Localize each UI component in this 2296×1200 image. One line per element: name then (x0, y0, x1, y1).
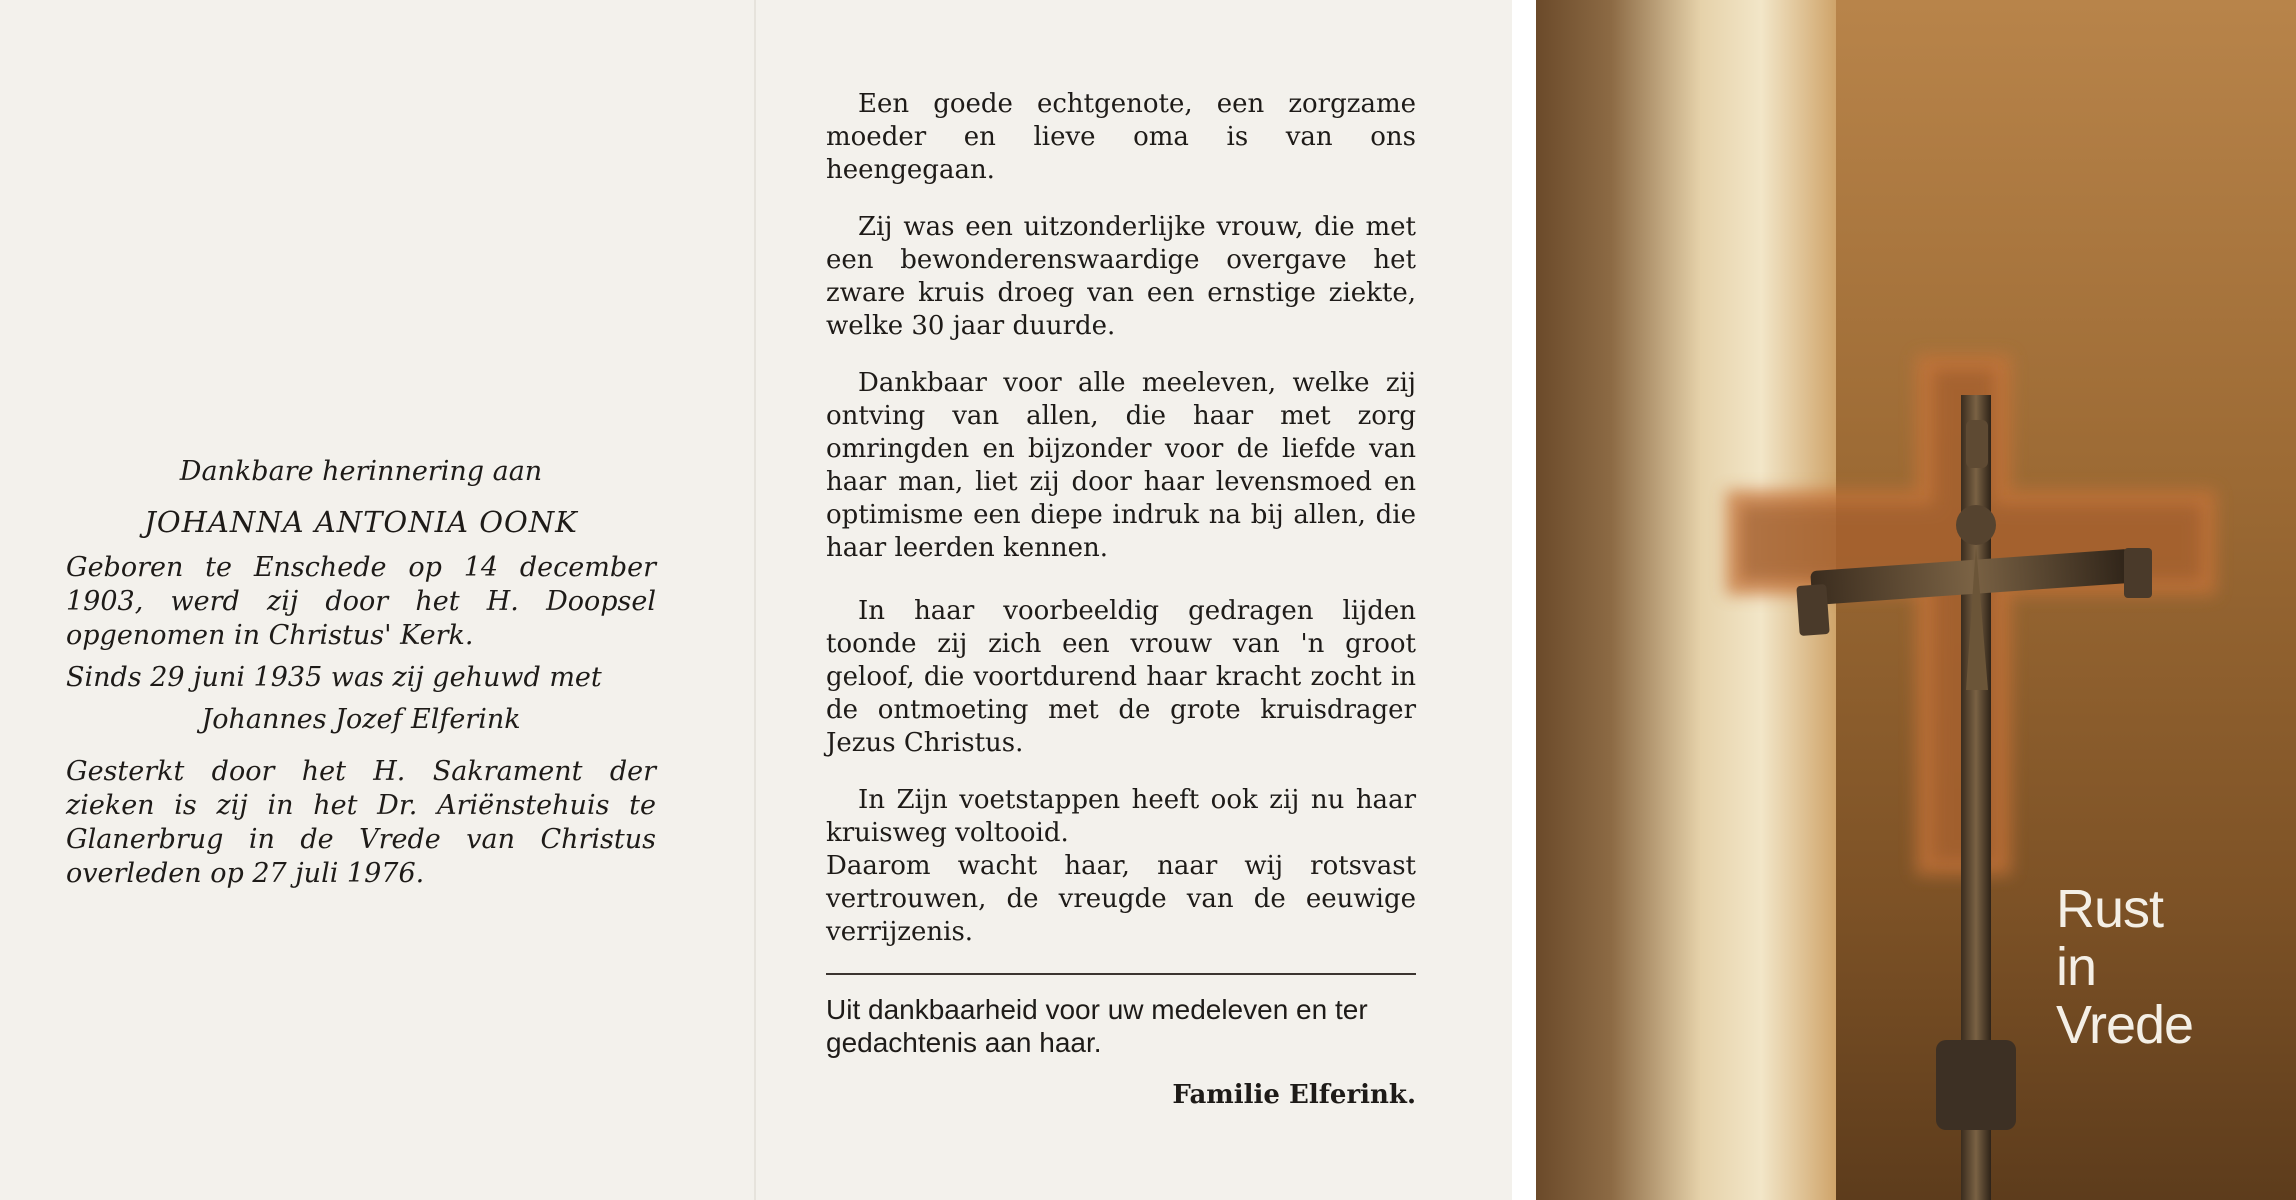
memorial-heading: Dankbare herinnering aan (179, 456, 543, 487)
card-fold (754, 0, 756, 1200)
photo-title (2056, 880, 2193, 1054)
paragraph-3: Dankbaar voor alle meeleven, welke zij ontving van allen, die haar met zorg omringden en bijzonder voor de liefde van haar man, liet zij door haar levensmoed en optimisme een diepe indruk na bij allen, die haar leerden kennen. (826, 368, 1416, 563)
paragraph-2: Zij was een uitzonderlijke vrouw, die met een bewonderenswaardige overgave het zware kruis droeg van een ernstige ziekte, welke 30 jaar duurde. (826, 212, 1416, 341)
paragraph-1: Een goede echtgenote, een zorgzame moeder en lieve oma is van ons heengegaan. (826, 89, 1416, 185)
divider (826, 973, 1416, 975)
paragraph-4: In haar voorbeeldig gedragen lijden toonde zij zich een vrouw van 'n groot geloof, die voortdurend haar kracht zocht in de ontmoeting met de grote kruisdrager Jezus Christus. (826, 596, 1416, 758)
paragraph-5b: Daarom wacht haar, naar wij rotsvast vertrouwen, de vreugde van de eeuwige verrijzenis. (826, 851, 1416, 947)
deceased-name: JOHANNA ANTONIA OONK (144, 505, 578, 539)
spouse-name: Johannes Jozef Elferink (201, 704, 521, 735)
marriage-text: Sinds 29 juni 1935 was zij gehuwd met (66, 662, 602, 693)
title-line-3: Vrede (2056, 995, 2194, 1055)
thanks-text: Uit dankbaarheid voor uw medeleven en ter gedachtenis aan haar. (826, 994, 1368, 1058)
paragraph-5a: In Zijn voetstappen heeft ook zij nu haar kruisweg voltooid. (826, 785, 1416, 848)
cover-photo (1536, 0, 2296, 1200)
right-panel (826, 88, 1416, 1112)
title-line-2: in (2056, 937, 2097, 997)
family-signature: Familie Elferink. (1172, 1080, 1416, 1110)
death-text: Gesterkt door het H. Sakrament der zieken is zij in het Dr. Ariënstehuis te Glanerbrug in de Vrede van Christus overleden op 27 juli 1976. (66, 756, 656, 889)
left-panel (66, 455, 656, 899)
title-line-1: Rust (2056, 879, 2164, 939)
birth-text: Geboren te Enschede op 14 december 1903, werd zij door het H. Doopsel opgenomen in Christus' Kerk. (66, 552, 656, 651)
